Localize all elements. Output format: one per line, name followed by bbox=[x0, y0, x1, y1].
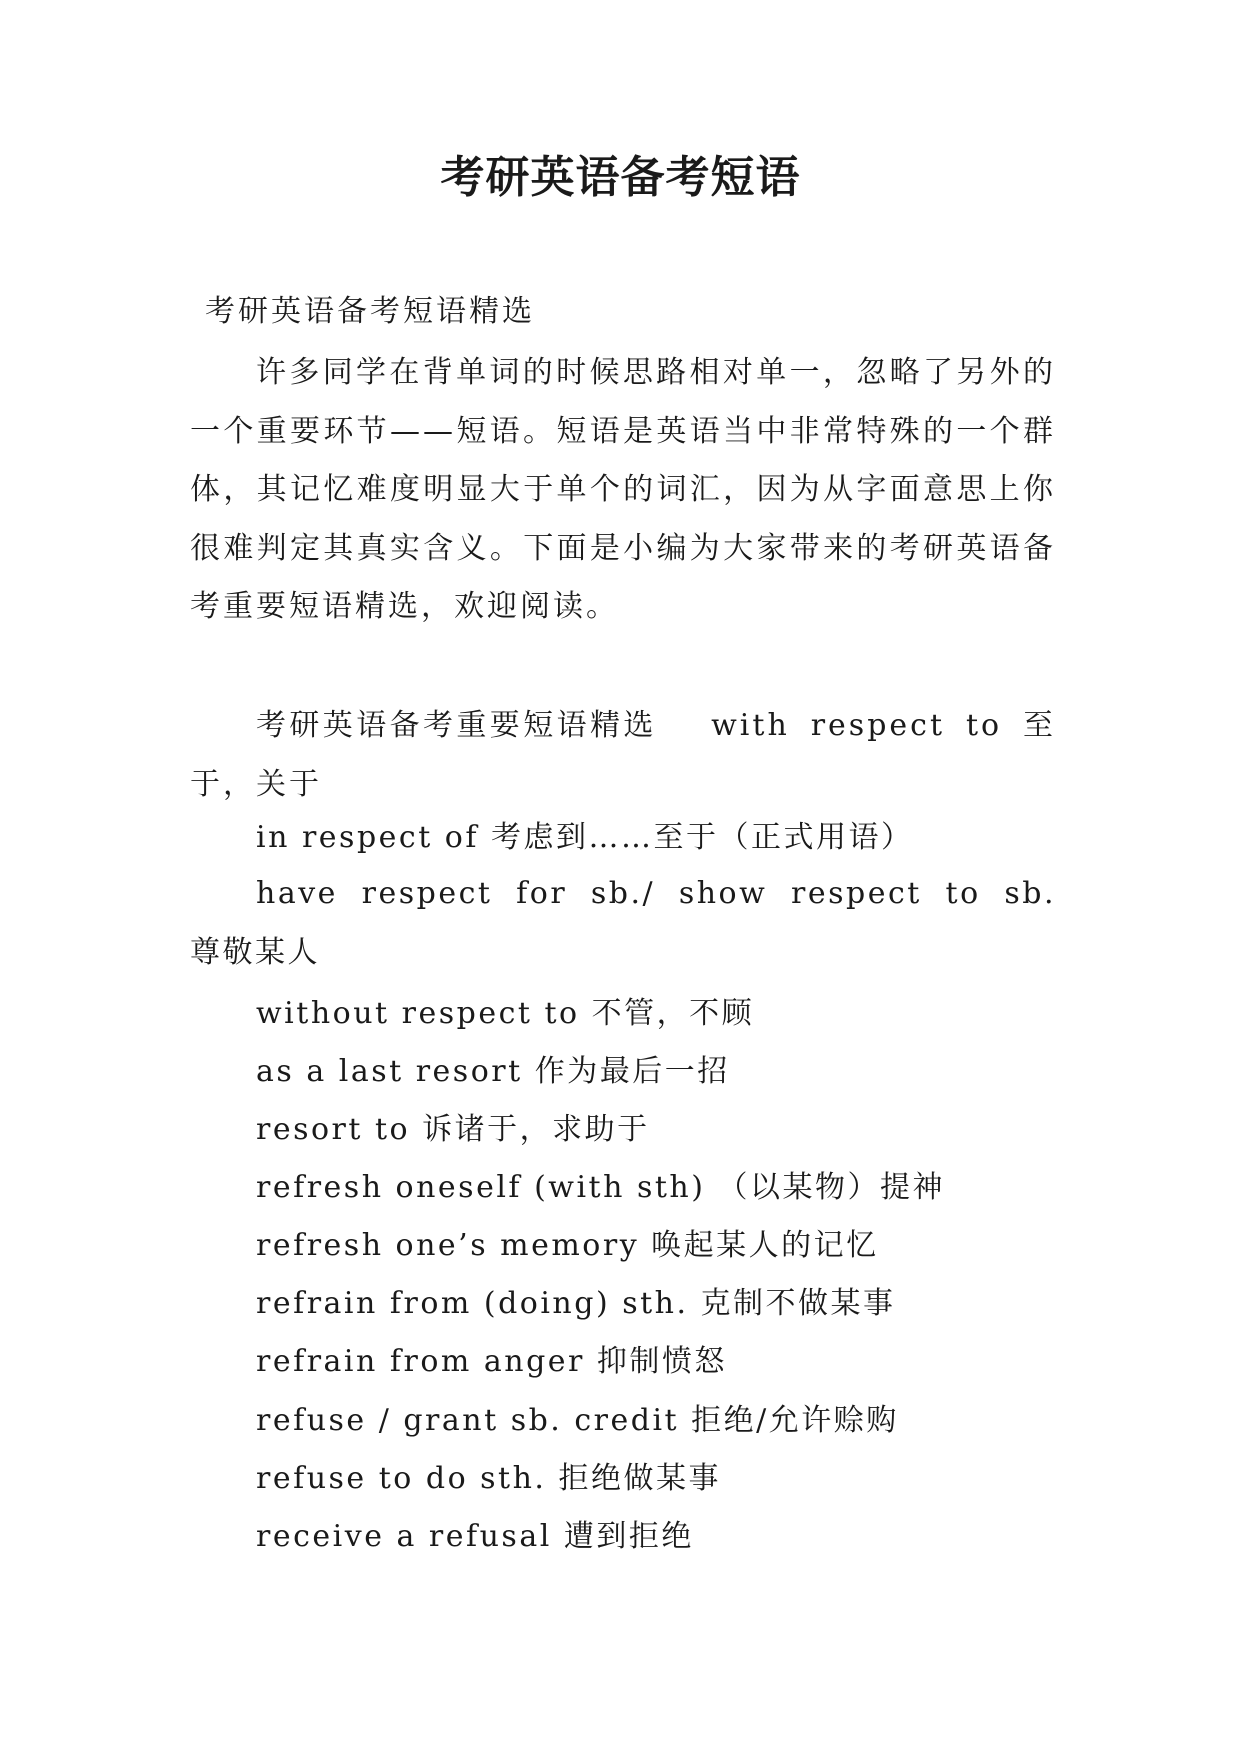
phrase-line: without respect to 不管，不顾 bbox=[256, 996, 755, 1031]
phrase-line: in respect of 考虑到……至于（正式用语） bbox=[256, 820, 914, 855]
phrase-line: have respect for sb./ show respect to sb. 尊敬某人 bbox=[190, 876, 1056, 970]
lead-paragraph: 考研英语备考重要短语精选 with respect to 至于，关于 bbox=[190, 708, 1056, 802]
phrase-line: refresh oneself (with sth) （以某物）提神 bbox=[256, 1170, 945, 1205]
phrase-line: refuse to do sth. 拒绝做某事 bbox=[256, 1461, 722, 1496]
phrase-line: refresh one’s memory 唤起某人的记忆 bbox=[256, 1228, 879, 1263]
intro-paragraph: 许多同学在背单词的时候思路相对单一，忽略了另外的一个重要环节——短语。短语是英语当中非常特殊的一个群体，其记忆难度明显大于单个的词汇，因为从字面意思上你很难判定其真实含义。下面是小编为大家带来的考研英语备考重要短语精选，欢迎阅读。 bbox=[190, 355, 1056, 624]
phrase-line: refrain from (doing) sth. 克制不做某事 bbox=[256, 1286, 896, 1321]
phrase-line: as a last resort 作为最后一招 bbox=[256, 1054, 730, 1089]
phrase-line: receive a refusal 遭到拒绝 bbox=[256, 1519, 694, 1554]
phrase-line: refuse / grant sb. credit 拒绝/允许赊购 bbox=[256, 1403, 899, 1438]
phrase-line: refrain from anger 抑制愤怒 bbox=[256, 1344, 727, 1379]
phrase-line: resort to 诉诸于，求助于 bbox=[256, 1112, 650, 1147]
document-subtitle: 考研英语备考短语精选 bbox=[205, 294, 535, 329]
document-title: 考研英语备考短语 bbox=[440, 152, 801, 203]
